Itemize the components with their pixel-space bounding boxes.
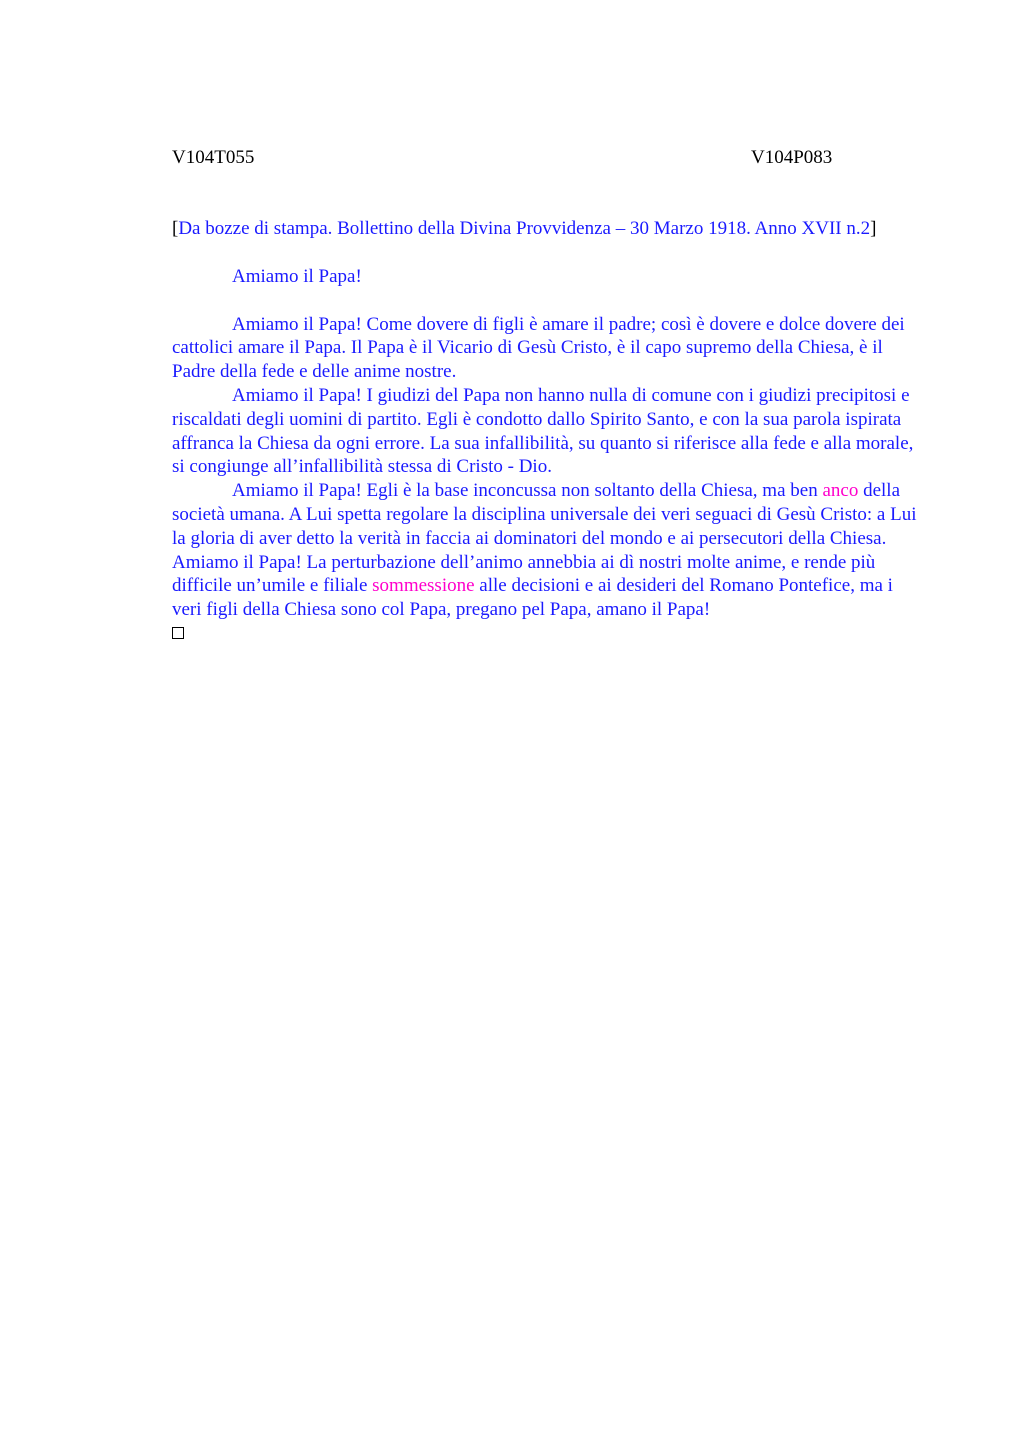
article-title: Amiamo il Papa! [232,265,362,287]
empty-square-icon [172,627,184,639]
paragraph-3-part-1: Amiamo il Papa! Egli è la base inconcussa non soltanto della Chiesa, ma ben [232,480,823,502]
document-body [172,217,924,646]
source-note [172,217,924,241]
source-note-text: Da bozze di stampa. Bollettino della Divina Provvidenza – 30 Marzo 1918. Anno XVII n.2 [178,218,871,239]
paragraph-3-part-2: della società umana. A Lui spetta regolare la disciplina universale dei veri seguaci di Gesù Cristo: a Lui la gloria di aver detto la verità in faccia ai dominatori del mondo e ai persecutori della Chiesa. Amiamo il Papa! La perturbazione dell’animo annebbia ai dì nostri molte anime, e rende più difficile un’umile e filiale [172,480,917,597]
paragraph-1: Amiamo il Papa! Come dovere di figli è amare il padre; così è dovere e dolce dovere dei cattolici amare il Papa. Il Papa è il Vicario di Gesù Cristo, è il capo supremo della Chiesa, è il Padre della fede e delle anime nostre. [172,313,905,383]
document-code-right: V104P083 [751,147,833,168]
paragraph-2: Amiamo il Papa! I giudizi del Papa non hanno nulla di comune con i giudizi precipitosi e riscaldati degli uomini di partito. Egli è condotto dallo Spirito Santo, e con la sua parola ispirata affranca la Chiesa da ogni errore. La sua infallibilità, su quanto si riferisce alla fede e alla morale, si congiunge all’infallibilità stessa di Cristo - Dio. [172,384,914,478]
document-code-left: V104T055 [172,147,255,168]
paragraph-3-part-3: alle decisioni e ai desideri del Romano Pontefice, ma i veri figli della Chiesa sono col Papa, pregano pel Papa, amano il Papa! [172,575,893,621]
highlighted-word-anco: anco [822,480,859,502]
highlighted-word-sommessione: sommessione [372,575,475,597]
source-note-open-bracket: [ [172,218,179,239]
paragraph-3 [172,479,924,622]
source-note-close-bracket: ] [870,218,877,239]
